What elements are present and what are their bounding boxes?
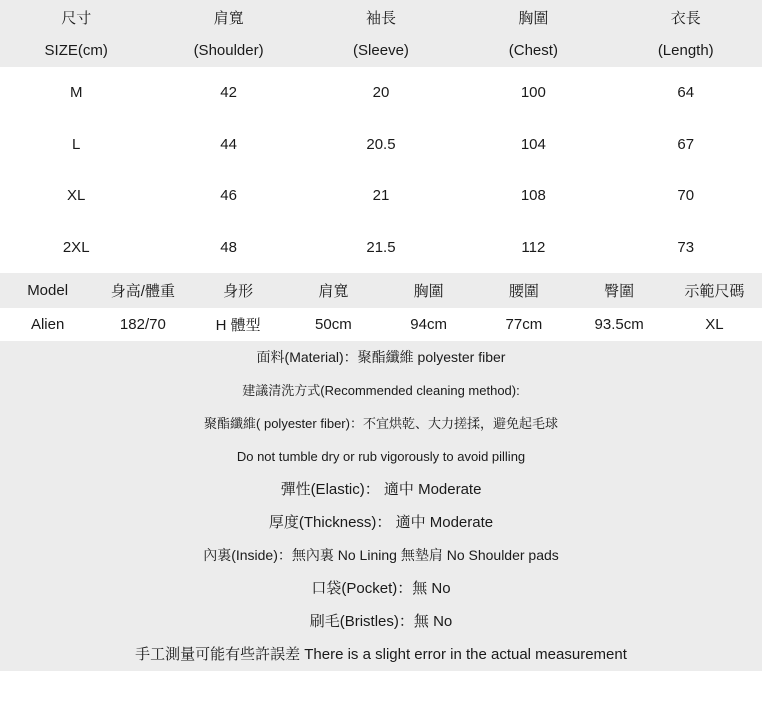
header-model: Model [27,282,69,299]
header-height-weight: 身高/體重 [110,283,175,300]
header-body-type: 身形 [223,283,254,300]
model-demo-size: XL [705,316,724,333]
model-chest: 94cm [410,316,447,333]
model-name: Alien [30,316,65,333]
header-sleeve-en: (Sleeve) [353,42,409,59]
chest-cell: 108 [520,187,546,205]
size-cell: L [72,135,81,153]
size-cell: XL [67,187,86,205]
model-body-type: H 體型 [215,317,261,334]
size-cell: 2XL [62,238,90,256]
header-row-zh [0,0,762,34]
header-sleeve-zh: 袖長 [365,9,396,27]
table-row [0,222,762,274]
header-waist: 腰圍 [508,283,539,300]
thickness-note: 厚度(Thickness)： 適中 Moderate [268,514,494,531]
inside-note: 內裏(Inside)：無內裏 No Lining 無墊肩 No Shoulder pads [203,547,559,563]
header-demo-size: 示範尺碼 [684,283,745,300]
sleeve-cell: 21 [372,187,390,205]
length-cell: 64 [677,84,695,102]
length-cell: 67 [677,135,695,153]
length-cell: 73 [677,238,695,256]
header-chest-zh: 胸圍 [518,9,549,27]
measurement-error-note: 手工測量可能有些許誤差 There is a slight error in the actual measurement [135,646,627,663]
header-shoulder-zh: 肩寬 [213,9,244,27]
header-shoulder: 肩寬 [318,283,349,300]
cleaning-detail-en-note: Do not tumble dry or rub vigorously to avoid pilling [236,449,526,464]
shoulder-cell: 48 [220,238,237,256]
size-table-body [0,67,762,273]
sleeve-cell: 20.5 [366,135,396,153]
product-notes [0,341,762,671]
size-table-header [0,0,762,67]
header-length-en: (Length) [657,42,714,59]
chest-cell: 100 [520,84,546,102]
bristles-note: 刷毛(Bristles)：無 No [309,613,453,630]
model-table-header [0,273,762,308]
chest-cell: 112 [521,238,546,256]
shoulder-cell: 46 [220,187,237,205]
size-cell: M [69,84,83,102]
header-size-en: SIZE(cm) [44,42,108,59]
header-chest: 胸圍 [413,283,444,300]
model-hip: 93.5cm [594,316,644,333]
chest-cell: 104 [520,135,546,153]
model-waist: 77cm [505,316,543,333]
sleeve-cell: 20 [372,84,390,102]
model-table-row [0,308,762,341]
header-shoulder-en: (Shoulder) [193,42,264,59]
model-chart [0,273,762,341]
header-size-zh: 尺寸 [61,9,92,27]
header-hip: 臀圍 [604,283,635,300]
elastic-note: 彈性(Elastic)： 適中 Moderate [280,481,482,498]
header-length-zh: 衣長 [670,9,701,27]
model-height-weight: 182/70 [119,316,166,333]
sleeve-cell: 21.5 [366,238,396,256]
pocket-note: 口袋(Pocket)：無 No [311,580,451,597]
table-row [0,119,762,171]
table-row [0,170,762,222]
shoulder-cell: 44 [220,135,237,153]
material-note: 面料(Material)：聚酯纖維 polyester fiber [256,349,506,365]
length-cell: 70 [677,187,695,205]
shoulder-cell: 42 [220,84,237,102]
header-chest-en: (Chest) [508,42,558,59]
cleaning-detail-zh-note: 聚酯纖維( polyester fiber)：不宜烘乾、大力搓揉，避免起毛球 [204,416,558,431]
model-shoulder: 50cm [315,316,352,333]
table-row [0,67,762,119]
header-row-en [0,34,762,67]
cleaning-method-note: 建議清洗方式(Recommended cleaning method): [242,383,520,398]
size-chart [0,0,762,273]
